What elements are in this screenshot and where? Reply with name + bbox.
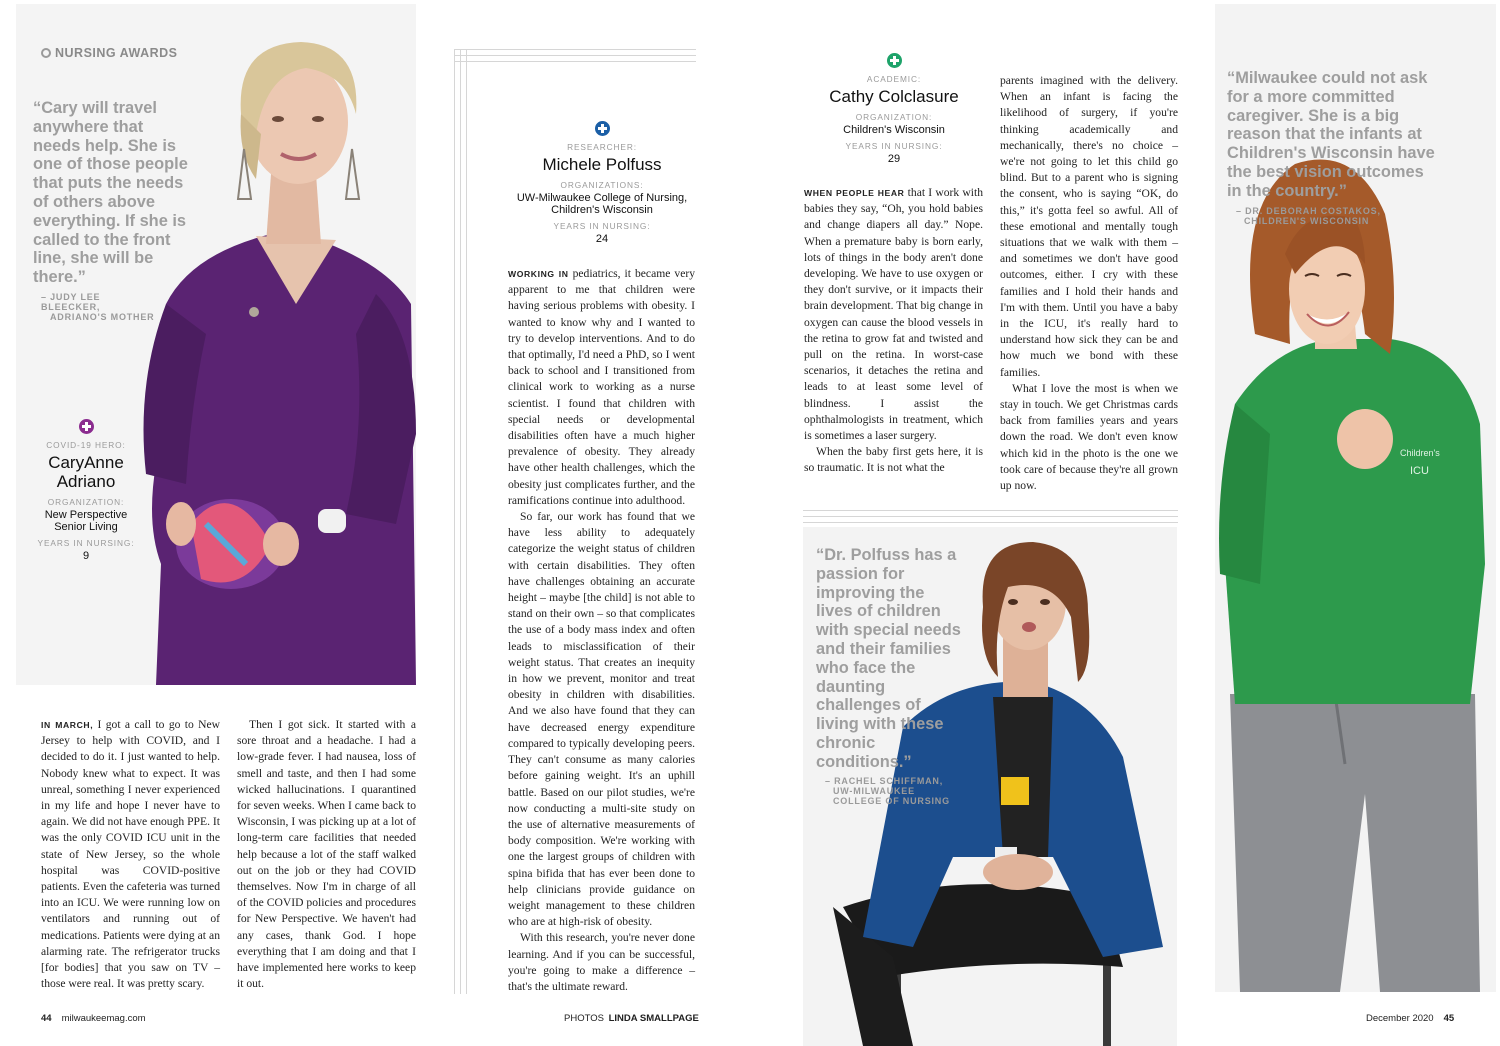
profile-years: 9 [82, 550, 90, 562]
profile-org-line-1: UW-Milwaukee College of Nursing, [516, 192, 688, 204]
article-paragraph-2: What I love the most is when we stay in touch. We get Christmas cards back from families years and years down the road. We don't even know which kid in the photo is the one we took care of because they're all grown up now. [1000, 381, 1178, 493]
page-number-right: 45 [1443, 1013, 1455, 1024]
profile-cathy [804, 53, 984, 170]
pull-quote-rachel-attribution [825, 776, 955, 806]
cross-icon [79, 419, 94, 434]
issue-date: December 2020 [1366, 1013, 1434, 1024]
article-paragraph-2: So far, our work has found that we have less ability to adequately categorize the weight status of children with certain disabilities. They often have challenges obtaining an accurate height – maybe [the child] is not able to stand on their own – so that complicates the use of a body mass index and often leads to misclassification of their weight status. That creates an inequity in how we prevent, monitor and treat obesity in children with disabilities. And we also have found that they can have decreased energy expenditure compared to typically developing peers. They can't consume as many calories before gaining weight. It's an uphill battle. Based on our pilot studies, we're now conducting a multi-site study on the use of alternative measurements of body composition. We're working with one the largest groups of children with spina bifida that has ever been done to help clinicians provide guidance on weight management to these children who are at high-risk of obesity. [508, 510, 695, 929]
caryanne-article-col-2 [237, 717, 416, 992]
cross-icon [887, 53, 902, 68]
profile-org-line-1: New Perspective [44, 509, 128, 521]
article-paragraph-2: When the baby first gets here, it is so traumatic. It is not what the [804, 445, 983, 475]
page-number-left: 44 [41, 1013, 52, 1024]
profile-years-label: YEARS IN NURSING: [553, 221, 651, 231]
pull-quote-rachel [816, 546, 962, 772]
profile-caryanne [26, 419, 146, 567]
pull-quote-rachel-text: “Dr. Polfuss has a passion for improving the lives of children with special needs and their families who face the daunting challenges of living with these chronic conditions.” [816, 546, 961, 771]
footer-left [41, 1013, 146, 1024]
profile-years-label: YEARS IN NURSING: [37, 538, 135, 548]
pull-quote-deborah [1227, 69, 1435, 201]
site-url: milwaukeemag.com [61, 1013, 146, 1024]
article-lead: WORKING IN [508, 269, 569, 279]
article-text: pediatrics, it became very apparent to me that children were having serious problems with obesity. I wanted to know why and I wanted to try to develop interventions. And to do that optimally, I'd need a PhD, so I went back to school and I transitioned from clinical work to working as a nurse scientist. I found that children with special needs or developmental disabilities often have a much higher prevalence of obesity. They already have other health challenges, which the obesity just complicates further, and the ramifications continue into adulthood. [508, 267, 695, 507]
article-text: that I work with babies they say, “Oh, you hold babies and change diapers all day.” Nope. When a premature baby is born early, lots of things in the body aren't done developing. We have to use oxygen or they don't survive, or it impacts their brain development. That big change in oxygen can cause the blood vessels in the retina to grow fat and twisted and pull on the retina. In worst-case scenarios, it detaches the retina and leads to at least some level of blindness. I assist the ophthalmologists in treatment, which is sometimes a laser surgery. [804, 186, 983, 443]
profile-org-line-2: Children's Wisconsin [551, 204, 653, 216]
profile-michele [502, 121, 702, 250]
footer-right [1366, 1013, 1454, 1024]
cathy-article-col-1 [804, 185, 983, 477]
cross-icon [595, 121, 610, 136]
photo-credit-label: PHOTOS [564, 1013, 604, 1024]
profile-category: RESEARCHER: [567, 142, 637, 152]
profile-years: 24 [595, 233, 609, 245]
attr-line-1: – JUDY LEE BLEECKER, [41, 292, 101, 312]
pull-quote-deborah-attribution [1236, 206, 1386, 226]
attr-line-1: – RACHEL SCHIFFMAN, [825, 776, 944, 786]
attr-line-1: – DR. DEBORAH COSTAKOS, [1236, 206, 1381, 216]
profile-category: COVID-19 HERO: [46, 440, 126, 450]
profile-org: Children's Wisconsin [843, 124, 945, 136]
profile-org [502, 192, 702, 216]
article-lead: IN MARCH, [41, 720, 94, 730]
ring-icon [41, 48, 51, 58]
profile-category: ACADEMIC: [866, 74, 922, 84]
profile-years: 29 [887, 153, 901, 165]
caryanne-article-col-1 [41, 717, 220, 992]
article-text: I got a call to go to New Jersey to help with COVID, and I decided to do it. I just wanted to help. Nobody knew what to expect. It was unreal, something I never experienced in my life and hope I never have to again. We did not have enough PPE. It was the only COVID ICU unit in the state of New Jersey, so the whole hospital was COVID-positive patients. Even the cafeteria was turned into an ICU. We were running low on ventilators and running out of medications. Patients were dying at an alarming rate. The refrigerator trucks [for bodies] that you saw on TV – those were real. It was pretty scary. [41, 718, 220, 991]
pull-quote-deborah-text: “Milwaukee could not ask for a more committed caregiver. She is a big reason that the infants at Children's Wisconsin have the best vision outcomes in the country.” [1227, 69, 1435, 200]
profile-years-label: YEARS IN NURSING: [845, 141, 943, 151]
article-lead: WHEN PEOPLE HEAR [804, 188, 905, 198]
article-paragraph-3: With this research, you're never done learning. And if you can be successful, you're going to make a difference – that's the ultimate reward. [508, 931, 695, 993]
pull-quote-judy-attribution [41, 292, 161, 322]
profile-org-label: ORGANIZATION: [47, 497, 125, 507]
profile-name: Michele Polfuss [542, 155, 662, 174]
profile-name: Cathy Colclasure [829, 87, 959, 106]
michele-article [508, 266, 695, 995]
profile-name-line-2: Adriano [56, 472, 116, 491]
pull-quote-judy [33, 99, 193, 287]
profile-org-label: ORGANIZATION: [855, 112, 933, 122]
profile-name-line-1: CaryAnne [48, 453, 124, 472]
section-label-text: NURSING AWARDS [55, 46, 178, 60]
profile-org-line-2: Senior Living [54, 521, 118, 533]
cathy-article-col-2 [1000, 73, 1178, 494]
profile-org [26, 509, 146, 533]
pull-quote-judy-text: “Cary will travel anywhere that needs help. She is one of those people that puts the needs of others above everything. If she is called to the front line, she will be there.” [33, 99, 188, 287]
article-text: Then I got sick. It started with a sore throat and a headache. I had a low-grade fever. I had nausea, loss of smell and taste, and then I had some wicked hallucinations. I quarantined for seven weeks. When I came back to Wisconsin, I was picking up at a lot of long-term care facilities that needed help because a lot of the staff walked out on the job or they had COVID themselves. Now I'm in charge of all of the COVID policies and procedures for New Perspective. We haven't had any cases, thank God. I hope everything that I am doing and that I have implemented here works to keep it out. [237, 718, 416, 991]
attr-line-2: ADRIANO'S MOTHER [50, 312, 155, 322]
article-paragraph-1: parents imagined with the delivery. When an infant is facing the likelihood of surgery, if you're thinking academically and mechanically, there's no choice – we're not going to let this child go blind. But to a parent who is signing the consent, who is saying “OK, do this,” it's gotta feel so awful. All of these emotional and mentally tough situations that we walk with them – and sometimes we don't have good outcomes, either. I cry with these families and I hold their hands and I'm with them. Until you have a baby in the ICU, it's really hard to understand how sick they can be and how much we bond with these families. [1000, 74, 1178, 379]
attr-line-2: CHILDREN'S WISCONSIN [1244, 216, 1370, 226]
section-label [41, 46, 178, 60]
profile-name [26, 453, 146, 491]
quote-rules-rachel [803, 510, 1178, 524]
photo-credit [564, 1013, 699, 1024]
shirt-logo-line-1: Children's [1400, 448, 1440, 458]
attr-line-2: UW-MILWAUKEE [833, 786, 915, 796]
profile-org-label: ORGANIZATIONS: [560, 180, 644, 190]
photo-credit-name: LINDA SMALLPAGE [608, 1013, 699, 1024]
attr-line-3: COLLEGE OF NURSING [833, 796, 950, 806]
shirt-logo-line-2: ICU [1410, 465, 1429, 477]
